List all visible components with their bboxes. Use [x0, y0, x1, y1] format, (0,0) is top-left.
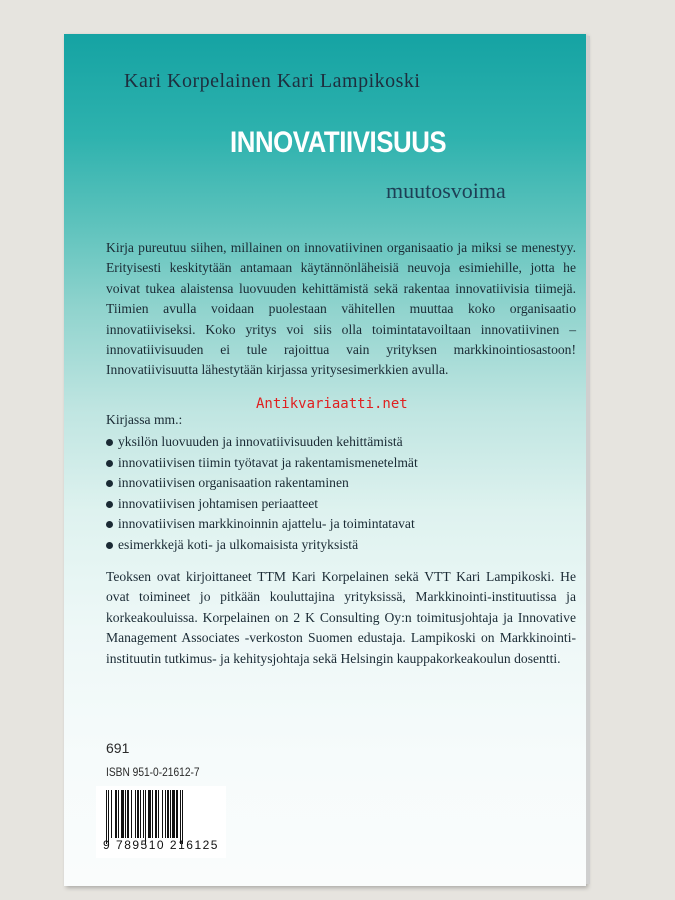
list-item: innovatiivisen tiimin työtavat ja rakentamismenetelmät [106, 453, 418, 474]
barcode-bar [148, 790, 151, 838]
barcode-bar [131, 790, 132, 838]
barcode-bar [137, 790, 139, 838]
barcode-bar [140, 790, 141, 838]
barcode-bar [115, 790, 117, 838]
list-item: esimerkkejä koti- ja ulkomaisista yrityksistä [106, 535, 418, 556]
barcode-bar [155, 790, 157, 838]
class-code: 691 [106, 740, 130, 756]
list-item: innovatiivisen johtamisen periaatteet [106, 494, 418, 515]
list-heading: Kirjassa mm.: [106, 412, 183, 427]
bullet-icon [106, 460, 113, 467]
barcode-bar [106, 790, 107, 844]
barcode-bar [145, 790, 146, 844]
bullet-icon [106, 501, 113, 508]
barcode-bar [108, 790, 109, 844]
contents-list [106, 432, 418, 556]
page-edge [586, 36, 590, 884]
barcode [96, 786, 226, 858]
barcode-bar [167, 790, 169, 838]
barcode-bar [127, 790, 129, 838]
barcode-bars [106, 790, 218, 838]
list-item: innovatiivisen organisaation rakentaminen [106, 473, 418, 494]
author-names: Kari Korpelainen Kari Lampikoski [124, 70, 421, 92]
about-authors: Teoksen ovat kirjoittaneet TTM Kari Korpelainen sekä VTT Kari Lampikoski. He ovat toimineet jo pitkään kouluttajina yrityksissä, Markkinointi-instituutissa ja korkeakouluissa. Korpelainen on 2 K Consulting Oy:n toimitusjohtaja ja Innovative Management Associates -verkoston Suomen edustaja. Lampikoski on Markkinointi-instituutin tutkimus- ja kehitysjohtaja sekä Helsingin kauppakorkeakoulun dosentti. [106, 569, 576, 666]
barcode-bar [111, 790, 112, 838]
barcode-bar [152, 790, 153, 838]
list-item: innovatiivisen markkinoinnin ajattelu- ja toimintatavat [106, 514, 418, 535]
barcode-bar [165, 790, 166, 838]
barcode-bar [121, 790, 124, 838]
barcode-bar [143, 790, 144, 838]
barcode-bar [172, 790, 175, 838]
bullet-icon [106, 480, 113, 487]
barcode-bar [125, 790, 126, 838]
barcode-number: 9 789510 216125 [103, 838, 219, 852]
barcode-bar [180, 790, 181, 844]
barcode-bar [158, 790, 159, 838]
bullet-icon [106, 521, 113, 528]
book-title: INNOVATIIVISUUS [230, 126, 447, 159]
barcode-bar [176, 790, 178, 838]
book-subtitle: muutosvoima [386, 178, 506, 203]
barcode-bar [170, 790, 171, 838]
list-item: yksilön luovuuden ja innovatiivisuuden kehittämistä [106, 432, 418, 453]
bullet-icon [106, 439, 113, 446]
barcode-bar [118, 790, 119, 838]
barcode-bar [135, 790, 136, 838]
bullet-icon [106, 542, 113, 549]
watermark: Antikvariaatti.net [256, 396, 408, 412]
isbn-text: ISBN 951-0-21612-7 [106, 765, 200, 779]
barcode-bar [182, 790, 183, 844]
book-description: Kirja pureutuu siihen, millainen on innovatiivinen organisaatio ja miksi se menestyy. Erityisesti keskitytään antamaan käytännönläheisiä neuvoja esimiehille, jotta he voivat tukea alaistensa luovuuden kehittämistä sekä rakentaa innovatiivisia tiimejä. Tiimien avulla voidaan puolestaan vähitellen muuttaa koko organisaatio innovatiiviseksi. Koko yritys voi siis olla toimintatavoiltaan innovatiivinen – innovatiivisuuden ei tule rajoittua vain yrityksen markkinointiosastoon! Innovatiivisuutta lähestytään kirjassa yritysesimerkkien avulla. [106, 240, 576, 378]
barcode-bar [162, 790, 163, 838]
